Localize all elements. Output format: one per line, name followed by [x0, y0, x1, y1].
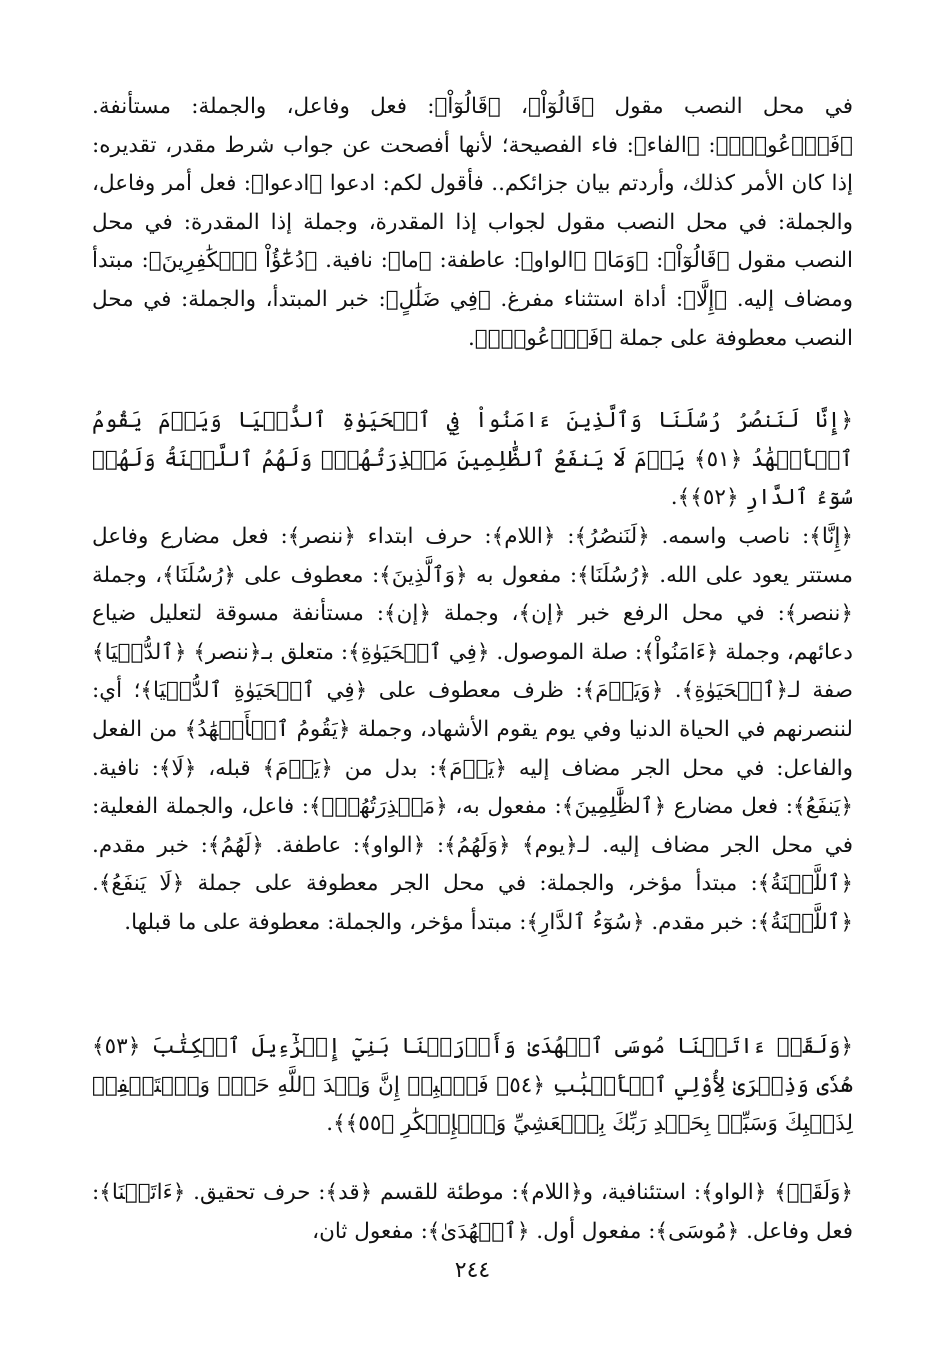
quran-verse-53-55: ﴿وَلَقَدۡ ءَاتَيۡنَا مُوسَى ٱلۡهُدَىٰ وَأَوۡرَثۡنَا بَنِيٓ إِسۡرَٰٓءِيلَ ٱلۡكِتَٰبَ ﴿٥٣﴾ هُدٗى وَذِكۡرَىٰ لِأُوْلِي ٱلۡأَلۡبَٰبِ ﴿٥٤﴾ فَٱصۡبِرۡ إِنَّ وَعۡدَ ٱللَّهِ حَقّٞ وَٱسۡتَغۡفِرۡ لِذَنۢبِكَ وَسَبِّحۡ بِحَمۡدِ رَبِّكَ بِٱلۡعَشِيِّ وَٱلۡإِبۡكَٰرِ ﴿٥٥﴾﴾. — [92, 1034, 853, 1137]
quran-verse-51-52: ﴿إِنَّا لَنَنصُرُ رُسُلَنَا وَٱلَّذِينَ ءَامَنُواْ فِي ٱلۡحَيَوٰةِ ٱلدُّنۡيَا وَيَوۡمَ يَقُومُ ٱلۡأَشۡهَٰدُ ﴿٥١﴾ يَوۡمَ لَا يَنفَعُ ٱلظَّٰلِمِينَ مَعۡذِرَتُهُمۡۖ وَلَهُمُ ٱللَّعۡنَةُ وَلَهُمۡ سُوٓءُ ٱلدَّارِ ﴿٥٢﴾﴾. — [92, 408, 853, 511]
page-number: ٢٤٤ — [454, 1258, 491, 1283]
grammar-paragraph-1: في محل النصب مقول ﴿قَالُوٓاْ﴾، ﴿قَالُوٓاْ﴾: فعل وفاعل، والجملة: مستأنفة. ﴿فَٱدۡعُواْۗ﴾: ﴿الفاء﴾: فاء الفصيحة؛ لأنها أفصحت عن جواب شرط مقدر، تقديره: إذا كان الأمر كذلك، وأردتم بيان جزائكم.. فأقول لكم: ادعوا ﴿ادعوا﴾: فعل أمر وفاعل، والجملة: في محل النصب مقول لجواب إذا المقدرة، وجملة إذا المقدرة: في محل النصب مقول ﴿قَالُوٓاْ﴾: ﴿وَمَا﴾ ﴿الواو﴾: عاطفة: ﴿ما﴾: نافية. ﴿دُعَٰٓؤُاْ ٱلۡكَٰفِرِينَ﴾: مبتدأ ومضاف إليه. ﴿إِلَّا﴾: أداة استثناء مفرغ. ﴿فِي ضَلَٰلٍ﴾: خبر المبتدأ، والجملة: في محل النصب معطوفة على جملة ﴿فَٱدۡعُواْۗ﴾. — [92, 94, 853, 351]
grammar-paragraph-3: ﴿وَلَقَدۡ﴾ ﴿الواو﴾: استئنافية، و﴿اللام﴾: موطئة للقسم ﴿قد﴾: حرف تحقيق. ﴿ءَاتَيۡنَا﴾: فعل وفاعل. ﴿مُوسَى﴾: مفعول أول. ﴿ٱلۡهُدَىٰ﴾: مفعول ثان، — [92, 1180, 853, 1244]
grammar-paragraph-2: ﴿إِنَّا﴾: ناصب واسمه. ﴿لَنَنصُرُ﴾: ﴿اللام﴾: حرف ابتداء ﴿ننصر﴾: فعل مضارع وفاعل مستتر يعود على الله. ﴿رُسُلَنَا﴾: مفعول به ﴿وَٱلَّذِينَ﴾: معطوف على ﴿رُسُلَنَا﴾، وجملة ﴿ننصر﴾: في محل الرفع خبر ﴿إن﴾، وجملة ﴿إن﴾: مستأنفة مسوقة لتعليل ضياع دعائهم، وجملة ﴿ءَامَنُواْ﴾: صلة الموصول. ﴿فِي ٱلۡحَيَوٰةِ﴾: متعلق بـ﴿ننصر﴾ ﴿ٱلدُّنۡيَا﴾ صفة لـ﴿ٱلۡحَيَوٰةِ﴾. ﴿وَيَوۡمَ﴾: ظرف معطوف على ﴿فِي ٱلۡحَيَوٰةِ ٱلدُّنۡيَا﴾؛ أي: لننصرنهم في الحياة الدنيا وفي يوم يقوم الأشهاد، وجملة ﴿يَقُومُ ٱلۡأَشۡهَٰدُ﴾ من الفعل والفاعل: في محل الجر مضاف إليه ﴿يَوۡمَ﴾: بدل من ﴿يَوۡمَ﴾ قبله، ﴿لَا﴾: نافية. ﴿يَنفَعُ﴾: فعل مضارع ﴿ٱلظَّٰلِمِينَ﴾: مفعول به، ﴿مَعۡذِرَتُهُمۡۖ﴾: فاعل، والجملة الفعلية: في محل الجر مضاف إليه. لـ﴿يوم﴾ ﴿وَلَهُمُ﴾: ﴿الواو﴾: عاطفة. ﴿لَهُمُ﴾: خبر مقدم. ﴿ٱللَّعۡنَةُ﴾: مبتدأ مؤخر، والجملة: في محل الجر معطوفة على جملة ﴿لَا يَنفَعُ﴾. ﴿ٱللَّعۡنَةُ﴾: خبر مقدم. ﴿سُوٓءُ ٱلدَّارِ﴾: مبتدأ مؤخر، والجملة: معطوفة على ما قبلها. — [92, 524, 853, 935]
